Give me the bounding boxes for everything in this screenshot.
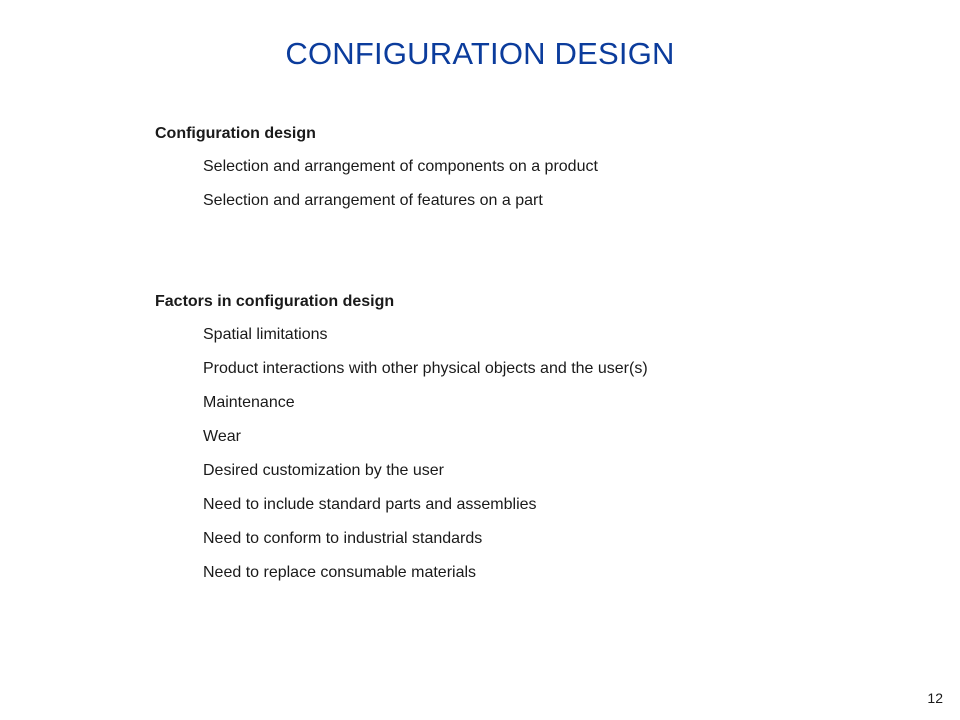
page-number: 12 <box>927 690 943 706</box>
bullet-list <box>155 323 648 595</box>
section-factors <box>155 290 648 595</box>
list-item: Need to include standard parts and assemblies <box>203 496 537 513</box>
list-item: Need to conform to industrial standards <box>203 530 483 547</box>
list-item: Selection and arrangement of features on a part <box>203 192 543 209</box>
section-heading: Configuration design <box>155 125 316 142</box>
bullet-list <box>155 155 598 223</box>
list-item: Spatial limitations <box>203 326 328 343</box>
list-item: Desired customization by the user <box>203 462 444 479</box>
section-configuration-design <box>155 122 598 223</box>
list-item: Selection and arrangement of components on a product <box>203 158 598 175</box>
slide-title: CONFIGURATION DESIGN <box>285 36 675 71</box>
list-item: Product interactions with other physical objects and the user(s) <box>203 360 648 377</box>
list-item: Wear <box>203 428 241 445</box>
section-heading: Factors in configuration design <box>155 293 395 310</box>
list-item: Need to replace consumable materials <box>203 564 477 581</box>
list-item: Maintenance <box>203 394 295 411</box>
